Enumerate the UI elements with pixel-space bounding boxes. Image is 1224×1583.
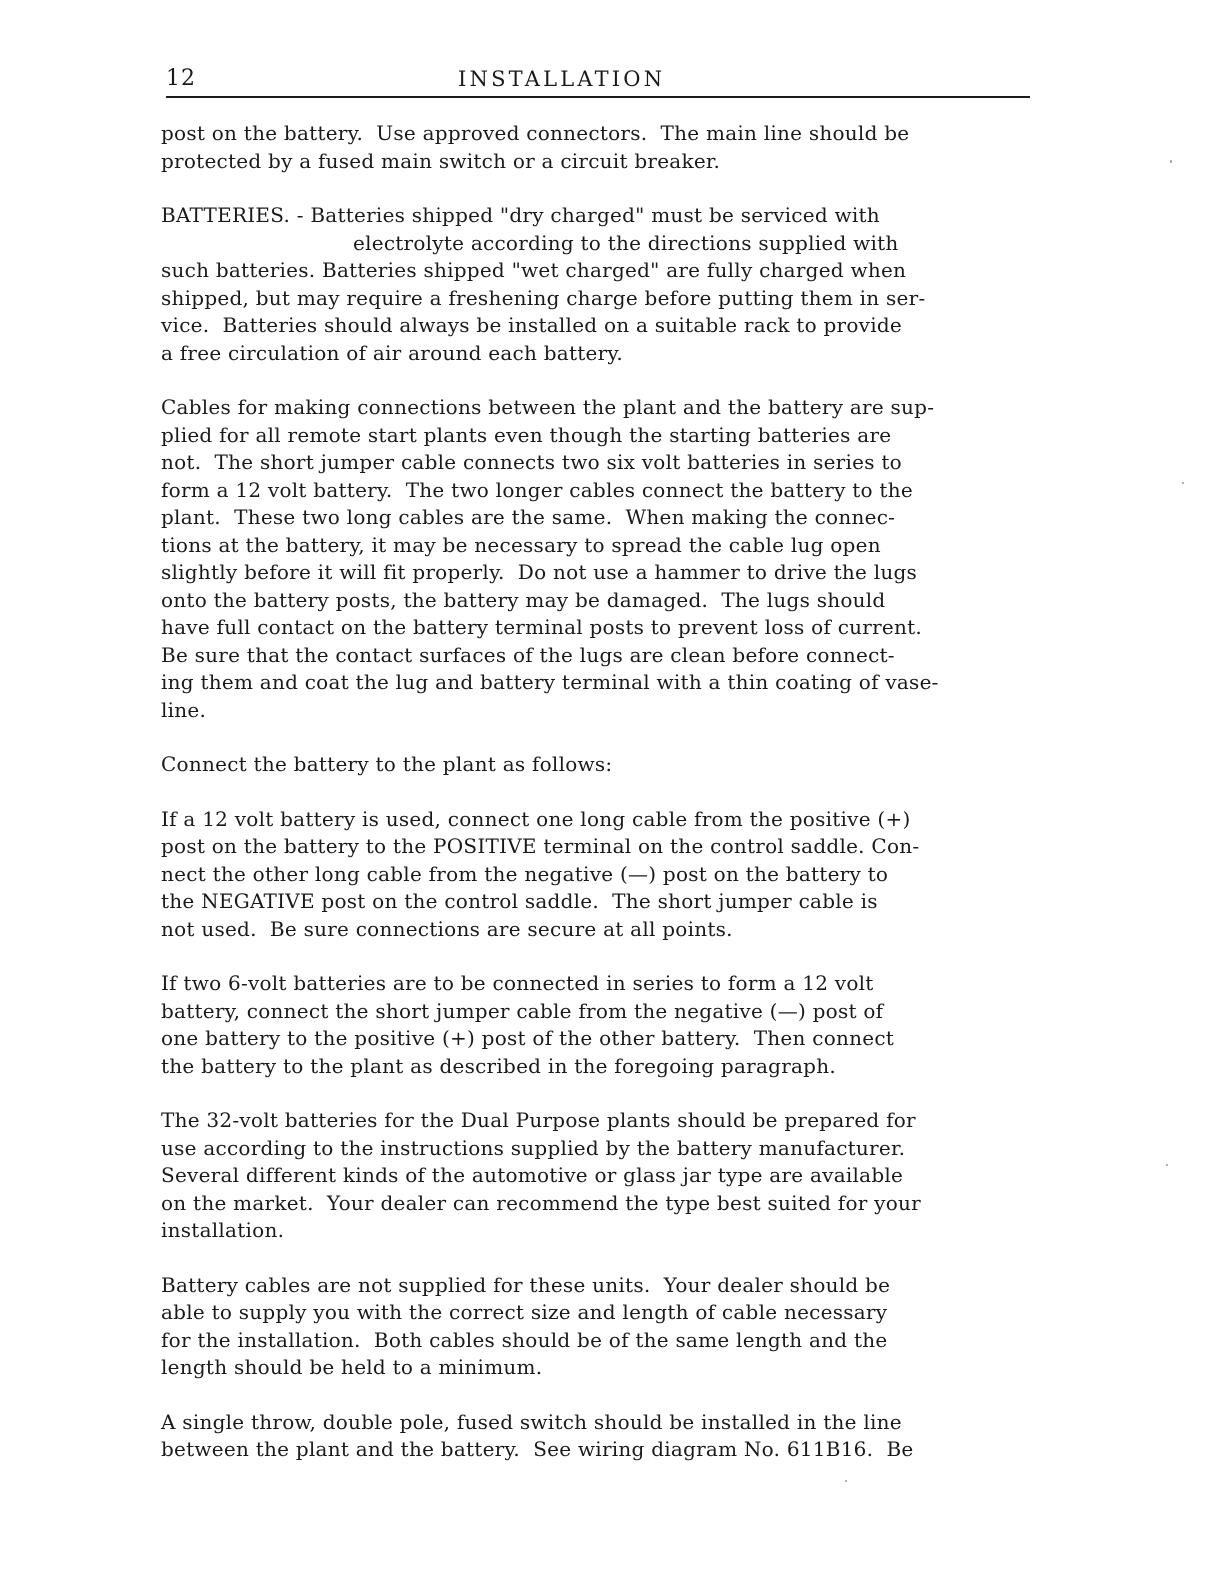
text-line: on the market. Your dealer can recommend the type best suited for your [161, 1190, 921, 1215]
text-line: If two 6-volt batteries are to be connected in series to form a 12 volt [161, 971, 874, 995]
text-line: a free circulation of air around each battery. [161, 340, 623, 365]
text-line: ing them and coat the lug and battery terminal with a thin coating of vase- [161, 670, 939, 694]
text-line: length should be held to a minimum. [161, 1355, 543, 1379]
text-line: Cables for making connections between the plant and the battery are sup- [161, 395, 935, 419]
text-line: between the plant and the battery. See wiring diagram No. 611B16. Be [161, 1437, 914, 1461]
text-line: plied for all remote start plants even though the starting batteries are [161, 422, 892, 447]
text-line: plant. These two long cables are the same. When making the connec- [161, 505, 896, 529]
paragraph-cables [161, 394, 1061, 724]
text-line: installation. [161, 1218, 285, 1242]
text-line: able to supply you with the correct size and length of cable necessary [161, 1300, 888, 1324]
text-line: Battery cables are not supplied for these units. Your dealer should be [161, 1272, 891, 1297]
paragraph-battery-cables [161, 1272, 1061, 1382]
text-line: post on the battery to the POSITIVE terminal on the control saddle. Con- [161, 834, 920, 858]
scan-speck [1166, 1164, 1168, 1166]
text-line: for the installation. Both cables should be of the same length and the [161, 1327, 888, 1352]
text-line: A single throw, double pole, fused switch should be installed in the line [161, 1409, 902, 1434]
scan-speck [1170, 160, 1172, 163]
text-line: the battery to the plant as described in the foregoing paragraph. [161, 1053, 836, 1078]
text-line: such batteries. Batteries shipped "wet charged" are fully charged when [161, 258, 907, 282]
text-line: The 32-volt batteries for the Dual Purpose plants should be prepared for [161, 1108, 916, 1132]
paragraph-batteries [161, 202, 1061, 367]
paragraph-32-volt [161, 1107, 1061, 1245]
text-line: not. The short jumper cable connects two six volt batteries in series to [161, 450, 902, 474]
text-line: line. [161, 697, 207, 722]
paragraph-12-volt [161, 806, 1061, 944]
text-line: tions at the battery, it may be necessary to spread the cable lug open [161, 532, 881, 557]
text-line: the NEGATIVE post on the control saddle. The short jumper cable is [161, 889, 878, 913]
text-line: vice. Batteries should always be installed on a suitable rack to provide [161, 313, 902, 337]
text-line: battery, connect the short jumper cable from the negative (—) post of [161, 998, 884, 1023]
text-line: onto the battery posts, the battery may be damaged. The lugs should [161, 587, 886, 612]
text-line: electrolyte according to the directions supplied with [353, 230, 899, 255]
running-title: INSTALLATION [458, 67, 666, 91]
text-line: slightly before it will fit properly. Do not use a hammer to drive the lugs [161, 560, 918, 584]
text-line: post on the battery. Use approved connectors. The main line should be [161, 121, 910, 145]
text-line: one battery to the positive (+) post of the other battery. Then connect [161, 1026, 895, 1050]
body-text [161, 120, 1061, 1491]
paragraph-switch [161, 1409, 1061, 1464]
text-line: Connect the battery to the plant as follows: [161, 752, 613, 776]
scan-speck [845, 1480, 847, 1482]
paragraph-6-volt-series [161, 970, 1061, 1080]
text-line: Be sure that the contact surfaces of the lugs are clean before connect- [161, 642, 895, 667]
paragraph-connect-intro [161, 751, 1061, 779]
page-number: 12 [166, 66, 196, 91]
text-line: nect the other long cable from the negative (—) post on the battery to [161, 861, 889, 886]
text-line: protected by a fused main switch or a circuit breaker. [161, 148, 721, 173]
page-header [166, 66, 1030, 98]
scan-speck [1182, 482, 1184, 484]
text-line: use according to the instructions supplied by the battery manufacturer. [161, 1135, 906, 1160]
paragraph-main-line [161, 120, 1061, 175]
text-line: form a 12 volt battery. The two longer cables connect the battery to the [161, 477, 913, 502]
section-heading-line: BATTERIES. - Batteries shipped "dry charged" must be serviced with [161, 203, 880, 227]
text-line: not used. Be sure connections are secure at all points. [161, 916, 733, 941]
text-line: If a 12 volt battery is used, connect one long cable from the positive (+) [161, 806, 911, 831]
text-line: have full contact on the battery terminal posts to prevent loss of current. [161, 615, 923, 639]
text-line: Several different kinds of the automotive or glass jar type are available [161, 1163, 904, 1187]
text-line: shipped, but may require a freshening charge before putting them in ser- [161, 285, 926, 310]
